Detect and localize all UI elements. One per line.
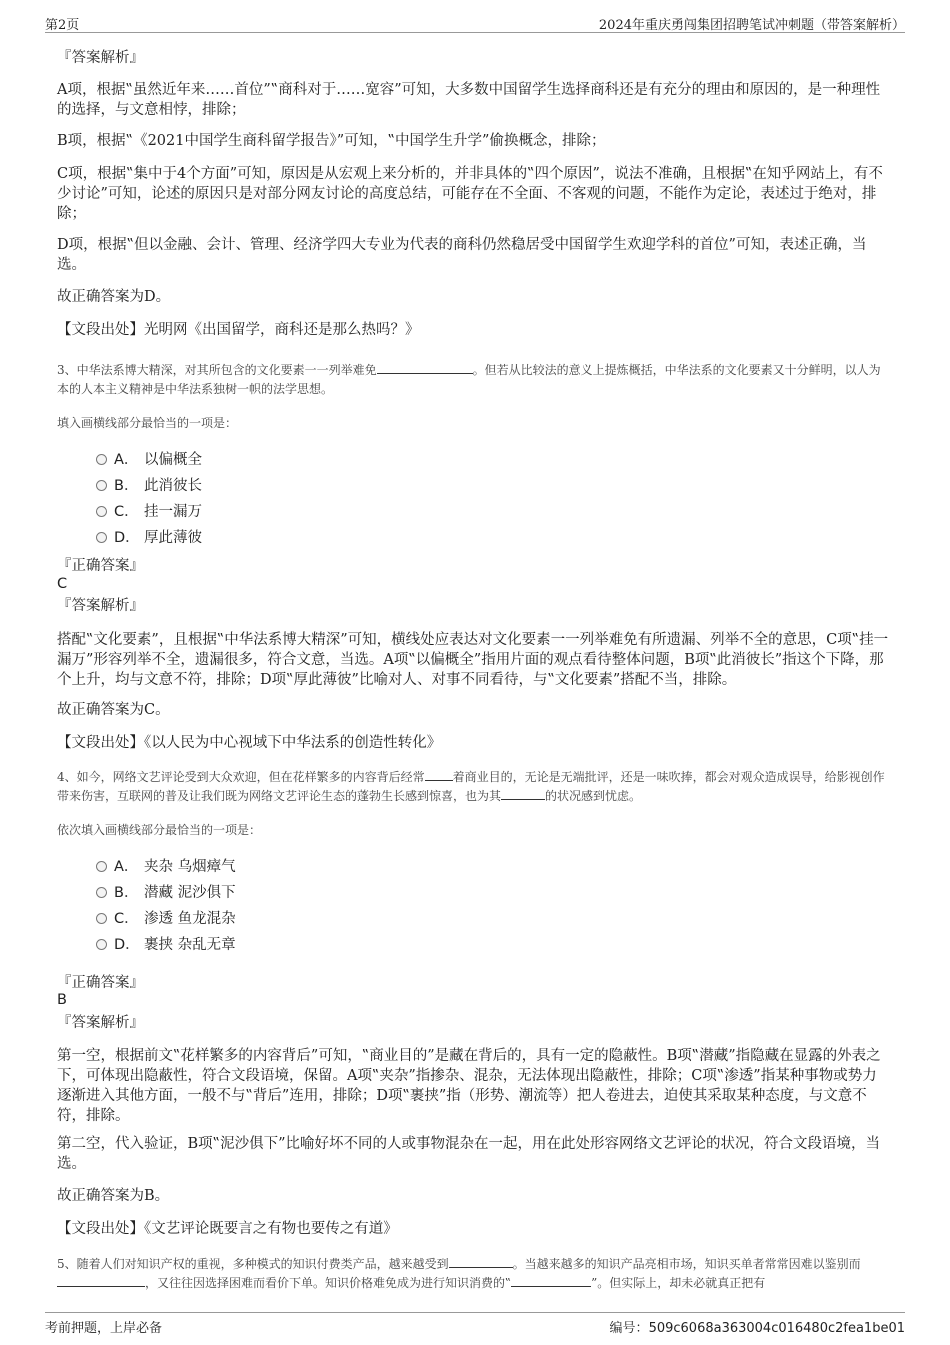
q5-blank-1: [449, 1255, 513, 1268]
q2-analysis-d: D项，根据‟但以金融、会计、管理、经济学四大专业为代表的商科仍然稳居受中国留学生欢迎学科的首位”可知，表述正确，当选。: [57, 237, 867, 273]
page-number: 第2页: [45, 18, 80, 33]
q5-stem: 5、随着人们对知识产权的重视，多种模式的知识付费类产品，越来越受到 。当越来越多的知识产品亮相市场，知识买单者常常因难以鉴别而，又往往因选择困难而看价下单。知识价格难免成为进行知识消费的‟ ”。但实际上，却未必就真正把有: [57, 1257, 861, 1290]
q3-correct-answer: C: [57, 576, 68, 592]
q4-correct-label: 『正确答案』: [57, 975, 144, 991]
q4-conclusion: 故正确答案为B。: [57, 1188, 170, 1204]
q3-blank: [377, 361, 473, 374]
footer-slogan: 考前押题，上岸必备: [45, 1321, 163, 1336]
q3-analysis: 搭配‟文化要素”，且根据‟中华法系博大精深”可知，横线处应表达对文化要素一一列举难免有所遗漏、列举不全的意思，C项‟挂一漏万”形容列举不全，遗漏很多，符合文意，当选。A项‟以偏概全”指用片面的观点看待整体问题，B项‟此消彼长”指这个下降，那个上升，均与文意不符，排除；D项‟厚此薄彼”比喻对人、对事不同看待，与‟文化要素”搭配不当，排除。: [57, 632, 889, 688]
q3-option-c[interactable]: C． 挂一漏万: [96, 502, 202, 522]
page-header: [45, 12, 905, 33]
q3-conclusion: 故正确答案为C。: [57, 702, 170, 718]
q4-blank-2: [501, 787, 545, 800]
radio-icon[interactable]: [96, 887, 107, 898]
radio-icon[interactable]: [96, 861, 107, 872]
radio-icon[interactable]: [96, 532, 107, 543]
q2-analysis-a: A项，根据‟虽然近年来……首位”‟商科对于……宽容”可知，大多数中国留学生选择商科还是有充分的理由和原因的，是一种理性的选择，与文意相悖，排除；: [57, 82, 881, 118]
radio-icon[interactable]: [96, 506, 107, 517]
q3-instruction: 填入画横线部分最恰当的一项是：: [57, 416, 238, 430]
q4-correct-answer: B: [57, 992, 67, 1008]
q3-option-a[interactable]: A． 以偏概全: [96, 450, 202, 470]
page-footer: [45, 1312, 905, 1335]
q4-stem: 4、如今，网络文艺评论受到大众欢迎，但在花样繁多的内容背后经常 着商业目的，无论是无端批评，还是一味吹捧，都会对观众造成误导，给影视创作带来伤害，互联网的普及让我们既为网络文艺评论生态的蓬勃生长感到惊喜，也为其 的状况感到忧虑。: [57, 770, 885, 803]
q3-option-b[interactable]: B． 此消彼长: [96, 476, 202, 496]
q4-option-a[interactable]: A． 夹杂 乌烟瘴气: [96, 857, 236, 877]
q4-analysis-label: 『答案解析』: [57, 1015, 144, 1031]
radio-icon[interactable]: [96, 913, 107, 924]
q2-analysis-c: C项，根据‟集中于4个方面”可知，原因是从宏观上来分析的，并非具体的‟四个原因”，说法不准确，且根据‟在知乎网站上，有不少讨论”可知，论述的原因只是对部分网友讨论的高度总结，可能存在不全面、不客观的问题，不能作为定论，表述过于绝对，排除；: [57, 166, 883, 222]
q4-analysis-2: 第二空，代入验证，B项‟泥沙俱下”比喻好坏不同的人或事物混杂在一起，用在此处形容网络文艺评论的状况，符合文段语境，当选。: [57, 1136, 880, 1172]
q3-option-d[interactable]: D． 厚此薄彼: [96, 528, 202, 548]
document-code: 编号：509c6068a363004c016480c2fea1be01: [609, 1321, 905, 1336]
q5-blank-2: [57, 1274, 145, 1287]
q3-stem: 3、中华法系博大精深，对其所包含的文化要素一一列举难免 。但若从比较法的意义上提炼概括，中华法系的文化要素又十分鲜明，以人为本的人本主义精神是中华法系独树一帜的法学思想。: [57, 363, 881, 396]
radio-icon[interactable]: [96, 454, 107, 465]
q2-analysis-b: B项，根据‟《2021中国学生商科留学报告》”可知，‟中国学生升学”偷换概念，排除；: [57, 133, 606, 149]
q4-analysis-1: 第一空，根据前文‟花样繁多的内容背后”可知，‟商业目的”是藏在背后的，具有一定的隐蔽性。B项‟潜藏”指隐藏在显露的外表之下，可体现出隐蔽性，符合文段语境，保留。A项‟夹杂”指掺杂、混杂，无法体现出隐蔽性，排除；C项‟渗透”指某种事物或势力逐渐进入其他方面，一般不与‟背后”连用，排除；D项‟裹挟”指（形势、潮流等）把人卷进去，迫使其采取某种态度，与文意不符，排除。: [57, 1048, 881, 1124]
q4-option-d[interactable]: D． 裹挟 杂乱无章: [96, 935, 236, 955]
q4-source: 【文段出处】《文艺评论既要言之有物也要传之有道》: [57, 1221, 398, 1237]
q3-source: 【文段出处】《以人民为中心视域下中华法系的创造性转化》: [57, 735, 442, 751]
q5-blank-3: [511, 1274, 591, 1287]
q4-blank-1: [425, 768, 453, 781]
q2-conclusion: 故正确答案为D。: [57, 289, 171, 305]
q3-analysis-label: 『答案解析』: [57, 598, 144, 614]
document-title: 2024年重庆勇闯集团招聘笔试冲刺题（带答案解析）: [598, 18, 905, 33]
q4-option-b[interactable]: B． 潜藏 泥沙俱下: [96, 883, 236, 903]
q2-analysis-label: 『答案解析』: [57, 50, 144, 66]
q4-option-c[interactable]: C． 渗透 鱼龙混杂: [96, 909, 236, 929]
q3-correct-label: 『正确答案』: [57, 558, 144, 574]
radio-icon[interactable]: [96, 480, 107, 491]
radio-icon[interactable]: [96, 939, 107, 950]
q2-source: 【文段出处】光明网《出国留学，商科还是那么热吗？》: [57, 322, 420, 338]
q4-instruction: 依次填入画横线部分最恰当的一项是：: [57, 823, 262, 837]
